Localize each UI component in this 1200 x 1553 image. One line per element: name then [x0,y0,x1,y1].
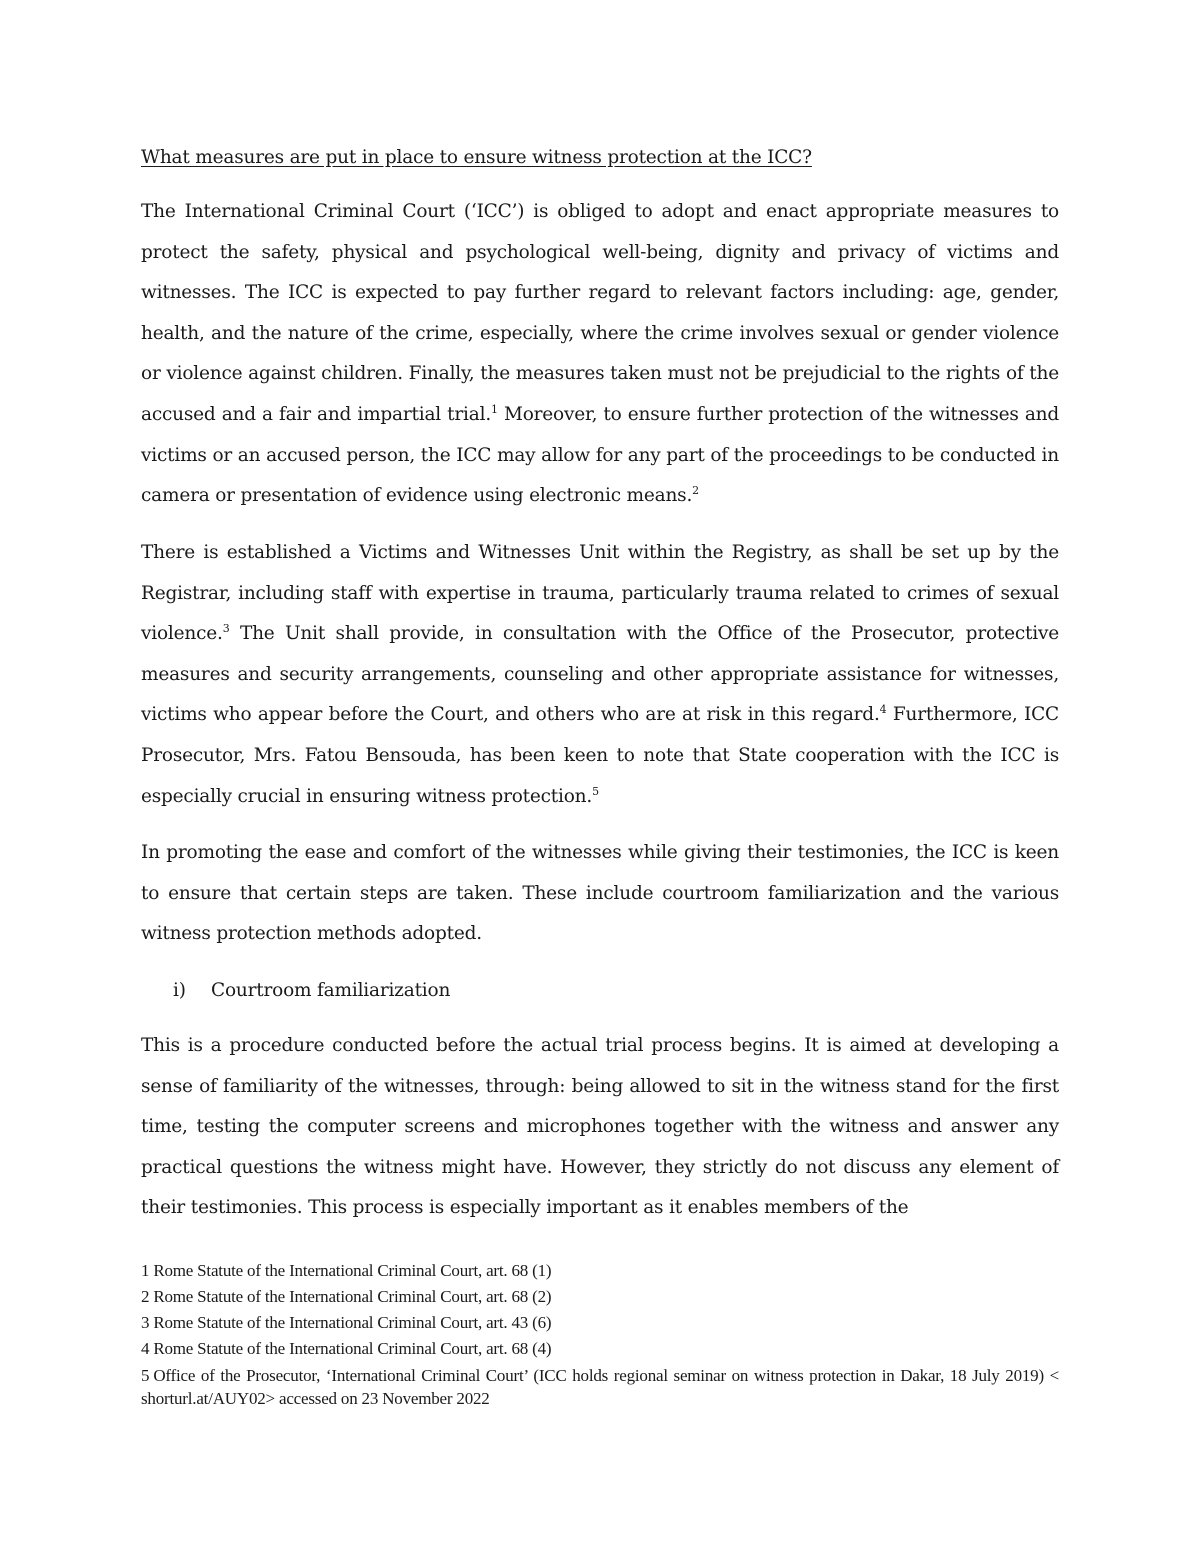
footnote-2 [141,1284,1059,1310]
footnote-number: 2 [141,1287,150,1306]
list-item-text: Courtroom familiarization [211,980,451,1001]
footnotes-section [141,1258,1059,1410]
footnote-text: Rome Statute of the International Criminal Court, art. 68 (1) [153,1261,552,1280]
list-item-courtroom-familiarization [173,971,450,1011]
paragraph-2 [141,533,1059,817]
footnote-text: Rome Statute of the International Criminal Court, art. 68 (4) [153,1339,552,1358]
section-heading: What measures are put in place to ensure witness protection at the ICC? [141,147,812,168]
paragraph-1-text-a: The International Criminal Court (‘ICC’) is obliged to adopt and enact appropriate measures to protect the safety, physical and psychological well-being, dignity and privacy of victims and witnesses. The ICC is expected to pay further regard to relevant factors including: age, gender, health, and the nature of the crime, especially, where the crime involves sexual or gender violence or violence against children. Finally, the measures taken must not be prejudicial to the rights of the accused and a fair and impartial trial. [141,201,1059,425]
footnote-ref-2[interactable]: 2 [692,484,699,498]
footnote-3 [141,1310,1059,1336]
footnote-ref-1[interactable]: 1 [491,402,498,416]
paragraph-4: This is a procedure conducted before the actual trial process begins. It is aimed at developing a sense of familiarity of the witnesses, through: being allowed to sit in the witness stand for the first time, testing the computer screens and microphones together with the witness and answer any practical questions the witness might have. However, they strictly do not discuss any element of their testimonies. This process is especially important as it enables members of the [141,1035,1059,1219]
footnote-text: Rome Statute of the International Criminal Court, art. 43 (6) [153,1313,552,1332]
footnote-number: 3 [141,1313,150,1332]
footnote-1 [141,1258,1059,1284]
paragraph-2-text-c: Furthermore, ICC Prosecutor, Mrs. Fatou Bensouda, has been keen to note that State cooperation with the ICC is especially crucial in ensuring witness protection. [141,704,1059,807]
paragraph-1 [141,192,1059,517]
footnote-number: 4 [141,1339,150,1358]
footnote-text: Rome Statute of the International Criminal Court, art. 68 (2) [153,1287,552,1306]
paragraph-2-text-b: The Unit shall provide, in consultation with the Office of the Prosecutor, protective measures and security arrangements, counseling and other appropriate assistance for witnesses, victims who appear before the Court, and others who are at risk in this regard. [141,623,1059,726]
footnote-ref-5[interactable]: 5 [592,784,599,798]
footnote-ref-4[interactable]: 4 [879,703,887,717]
footnote-text: Office of the Prosecutor, ‘International Criminal Court’ (ICC holds regional seminar on witness protection in Dakar, 18 July 2019) < shorturl.at/AUY02> accessed on 23 November 2022 [141,1366,1059,1408]
footnote-5 [141,1364,1059,1410]
footnote-number: 5 [141,1366,150,1385]
footnote-4 [141,1336,1059,1362]
paragraph-2-text-a: There is established a Victims and Witnesses Unit within the Registry, as shall be set up by the Registrar, including staff with expertise in trauma, particularly trauma related to crimes of sexual violence. [141,542,1059,645]
footnote-ref-3[interactable]: 3 [222,622,230,636]
footnote-number: 1 [141,1261,150,1280]
paragraph-1-text-b: Moreover, to ensure further protection of the witnesses and victims or an accused person, the ICC may allow for any part of the proceedings to be conducted in camera or presentation of evidence using electronic means. [141,403,1060,507]
paragraph-3: In promoting the ease and comfort of the witnesses while giving their testimonies, the ICC is keen to ensure that certain steps are taken. These include courtroom familiarization and the various witness protection methods adopted. [141,842,1059,945]
list-marker: i) [173,980,186,1001]
